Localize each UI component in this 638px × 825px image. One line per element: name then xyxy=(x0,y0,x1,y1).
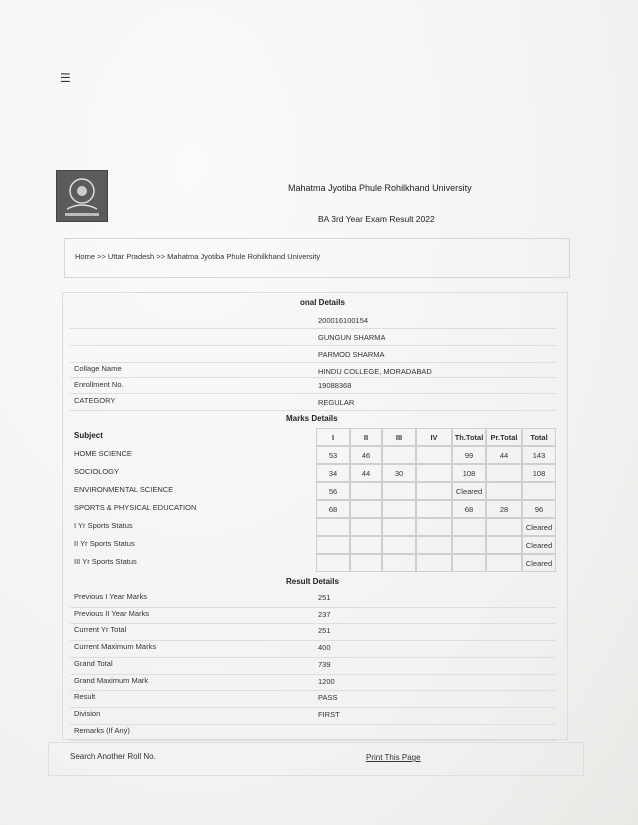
marks-cell: 99 xyxy=(452,446,486,464)
university-logo xyxy=(56,170,108,222)
marks-cell: Cleared xyxy=(452,482,486,500)
marks-cell xyxy=(350,536,382,554)
marks-cell xyxy=(486,464,522,482)
marks-cell xyxy=(486,518,522,536)
marks-cell xyxy=(350,554,382,572)
marks-cell: 44 xyxy=(486,446,522,464)
marks-cell xyxy=(416,554,452,572)
father-name-value: PARMOD SHARMA xyxy=(318,350,385,359)
roll-no-value: 200016100154 xyxy=(318,316,369,325)
marks-cell: 68 xyxy=(316,500,350,518)
result-label: Remarks (If Any) xyxy=(74,725,130,735)
result-value: 237 xyxy=(318,609,331,619)
subject-name: I Yr Sports Status xyxy=(74,521,133,530)
marks-cell: 30 xyxy=(382,464,416,482)
divider xyxy=(70,674,556,675)
result-label: Grand Maximum Mark xyxy=(74,675,149,685)
menu-icon[interactable]: ☰ xyxy=(60,71,71,85)
marks-cell xyxy=(382,518,416,536)
marks-cell xyxy=(486,482,522,500)
result-value: 251 xyxy=(318,626,331,636)
divider xyxy=(70,362,556,363)
breadcrumb[interactable]: Home >> Uttar Pradesh >> Mahatma Jyotiba Phule Rohilkhand University xyxy=(75,252,321,261)
exam-title: BA 3rd Year Exam Result 2022 xyxy=(318,214,435,224)
marks-cell xyxy=(452,554,486,572)
divider xyxy=(70,393,556,394)
subject-name: III Yr Sports Status xyxy=(74,557,137,566)
university-name: Mahatma Jyotiba Phule Rohilkhand University xyxy=(288,183,472,193)
marks-cell xyxy=(316,518,350,536)
result-label: Current Yr Total xyxy=(74,625,127,635)
marks-cell: 34 xyxy=(316,464,350,482)
marks-cell: 96 xyxy=(522,500,556,518)
subject-header: Subject xyxy=(74,431,103,440)
divider xyxy=(70,623,556,624)
result-label: Previous I Year Marks xyxy=(74,592,147,601)
marks-cell xyxy=(382,446,416,464)
marks-cell xyxy=(486,554,522,572)
divider xyxy=(70,377,556,378)
marks-cell: 108 xyxy=(452,464,486,482)
personal-details-heading: onal Details xyxy=(300,298,345,307)
marks-cell xyxy=(316,536,350,554)
marks-cell: Cleared xyxy=(522,536,556,554)
marks-cell xyxy=(416,482,452,500)
marks-column-header: III xyxy=(382,428,416,446)
marks-cell xyxy=(316,554,350,572)
marks-cell: 56 xyxy=(316,482,350,500)
marks-cell xyxy=(416,500,452,518)
category-value: REGULAR xyxy=(318,398,355,407)
subject-name: SOCIOLOGY xyxy=(74,467,120,476)
result-label: Previous II Year Marks xyxy=(74,608,150,618)
search-another-roll-link[interactable]: Search Another Roll No. xyxy=(70,752,156,761)
marks-cell xyxy=(382,536,416,554)
marks-cell xyxy=(452,518,486,536)
marks-cell: Cleared xyxy=(522,518,556,536)
marks-column-header: Th.Total xyxy=(452,428,486,446)
result-value: 1200 xyxy=(318,676,335,686)
student-name-value: GUNGUN SHARMA xyxy=(318,333,386,342)
college-value: HINDU COLLEGE, MORADABAD xyxy=(318,367,432,376)
result-value: 251 xyxy=(318,593,331,602)
marks-column-header: I xyxy=(316,428,350,446)
marks-column-header: Total xyxy=(522,428,556,446)
result-details-heading: Result Details xyxy=(286,577,339,586)
marks-cell xyxy=(416,464,452,482)
enrollment-label: Enrollment No. xyxy=(74,380,124,389)
marks-cell: 44 xyxy=(350,464,382,482)
divider xyxy=(70,410,556,411)
marks-cell xyxy=(416,518,452,536)
marks-cell xyxy=(350,500,382,518)
marks-cell: 143 xyxy=(522,446,556,464)
result-value: FIRST xyxy=(318,709,340,719)
marks-cell: 108 xyxy=(522,464,556,482)
marks-cell: 46 xyxy=(350,446,382,464)
result-label: Result xyxy=(74,692,96,702)
marks-cell xyxy=(416,446,452,464)
category-label: CATEGORY xyxy=(74,396,116,405)
marks-cell xyxy=(522,482,556,500)
enrollment-value: 19088368 xyxy=(318,381,352,390)
result-label: Division xyxy=(74,708,101,718)
marks-cell xyxy=(416,536,452,554)
subject-name: II Yr Sports Status xyxy=(74,539,135,548)
divider xyxy=(70,640,556,641)
divider xyxy=(70,345,556,346)
marks-details-heading: Marks Details xyxy=(286,414,338,423)
divider xyxy=(70,607,556,608)
print-page-link[interactable]: Print This Page xyxy=(366,753,421,762)
marks-column-header: Pr.Total xyxy=(486,428,522,446)
subject-name: ENVIRONMENTAL SCIENCE xyxy=(74,485,174,494)
result-value: 739 xyxy=(318,659,331,669)
marks-column-header: II xyxy=(350,428,382,446)
marks-cell xyxy=(382,554,416,572)
marks-column-header: IV xyxy=(416,428,452,446)
marks-cell xyxy=(486,536,522,554)
college-label: Collage Name xyxy=(74,364,122,373)
result-label: Grand Total xyxy=(74,658,113,668)
marks-cell: 68 xyxy=(452,500,486,518)
marks-cell xyxy=(382,500,416,518)
result-label: Current Maximum Marks xyxy=(74,642,157,652)
marks-cell: 28 xyxy=(486,500,522,518)
divider xyxy=(70,707,556,708)
marks-cell xyxy=(382,482,416,500)
divider xyxy=(70,657,556,658)
marks-cell xyxy=(350,518,382,536)
result-value: PASS xyxy=(318,693,338,703)
marks-cell: 53 xyxy=(316,446,350,464)
divider xyxy=(70,690,556,691)
subject-name: SPORTS & PHYSICAL EDUCATION xyxy=(74,503,197,512)
marks-cell: Cleared xyxy=(522,554,556,572)
subject-name: HOME SCIENCE xyxy=(74,449,132,458)
divider xyxy=(70,724,556,725)
result-value: 400 xyxy=(318,643,331,653)
marks-cell xyxy=(350,482,382,500)
divider xyxy=(70,328,556,329)
marks-cell xyxy=(452,536,486,554)
